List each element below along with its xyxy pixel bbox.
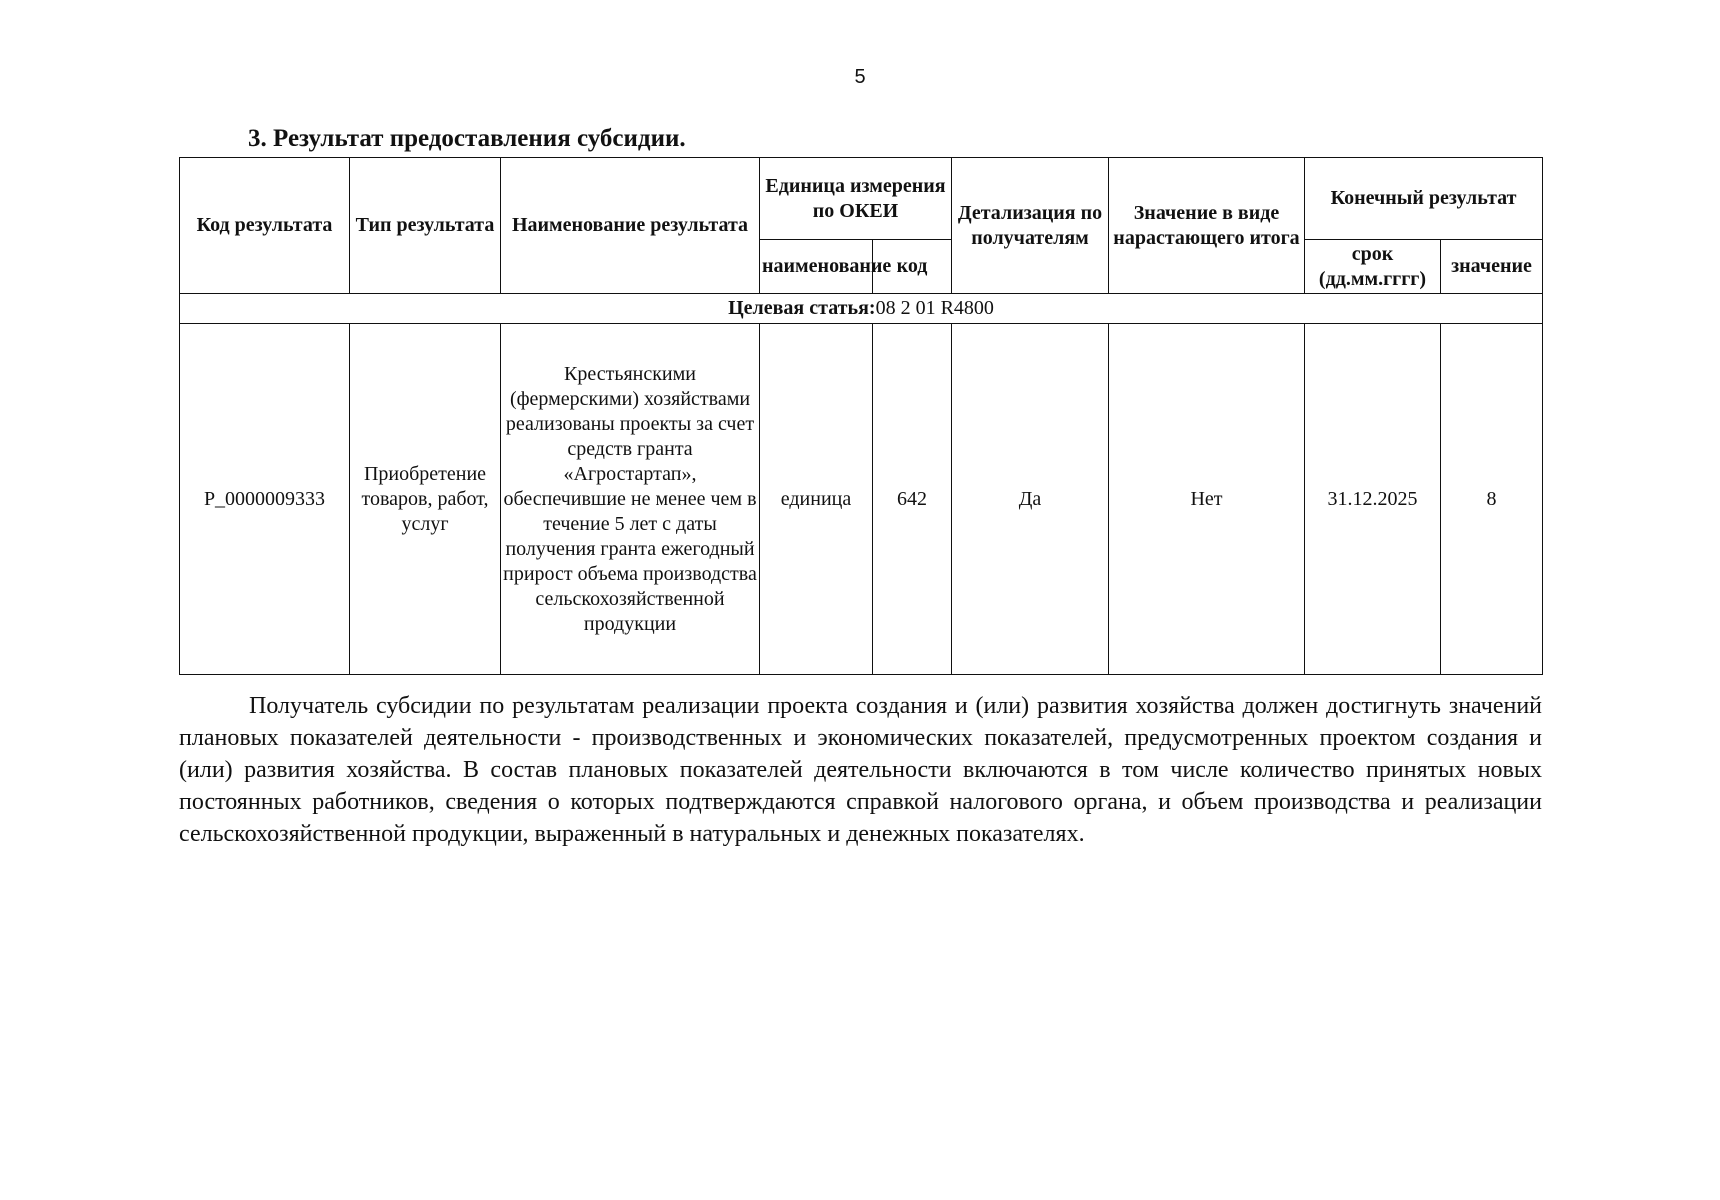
header-unit-code: код — [873, 240, 952, 294]
body-paragraph: Получатель субсидии по результатам реализации проекта создания и (или) развития хозяйства должен достигнуть значений плановых показателей деятельности - производственных и экономических показателей, предусмотренных проектом создания и (или) развития хозяйства. В состав плановых показателей деятельности включаются в том числе количество принятых новых постоянных работников, сведения о которых подтверждаются справкой налогового органа, и объем производства и реализации сельскохозяйственной продукции, выраженный в натуральных и денежных показателях. — [179, 693, 1542, 847]
header-code: Код результата — [180, 158, 350, 294]
cell-type: Приобретение товаров, работ, услуг — [350, 324, 501, 675]
cell-unit-code: 642 — [873, 324, 952, 675]
cell-cumulative: Нет — [1109, 324, 1305, 675]
result-table — [179, 157, 1543, 675]
cell-code: P_0000009333 — [180, 324, 350, 675]
cell-detail: Да — [952, 324, 1109, 675]
header-deadline: срок (дд.мм.гггг) — [1305, 240, 1441, 294]
table-row — [180, 324, 1543, 675]
cell-value: 8 — [1441, 324, 1543, 675]
target-article-cell — [180, 294, 1543, 324]
page-number: 5 — [854, 66, 866, 88]
target-article-label: Целевая статья: — [728, 297, 876, 319]
header-final-group: Конечный результат — [1305, 158, 1543, 240]
target-article-value: 08 2 01 R4800 — [875, 297, 994, 319]
cell-name: Крестьянскими (фермерскими) хозяйствами реализованы проекты за счет средств гранта «Агростартап», обеспечившие не менее чем в течение 5 лет с даты получения гранта ежегодный прирост объема производства сельскохозяйственной продукции — [501, 324, 760, 675]
target-article-row — [180, 294, 1543, 324]
section-title: 3. Результат предоставления субсидии. — [248, 125, 686, 152]
cell-unit-name: единица — [760, 324, 873, 675]
header-unit-group: Единица измерения по ОКЕИ — [760, 158, 952, 240]
cell-deadline: 31.12.2025 — [1305, 324, 1441, 675]
header-name: Наименование результата — [501, 158, 760, 294]
header-type: Тип результата — [350, 158, 501, 294]
header-value: значение — [1441, 240, 1543, 294]
header-unit-name: наименование — [760, 240, 873, 294]
table-header-row — [180, 158, 1543, 240]
header-detail: Детализация по получателям — [952, 158, 1109, 294]
header-cumulative: Значение в виде нарастающего итога — [1109, 158, 1305, 294]
